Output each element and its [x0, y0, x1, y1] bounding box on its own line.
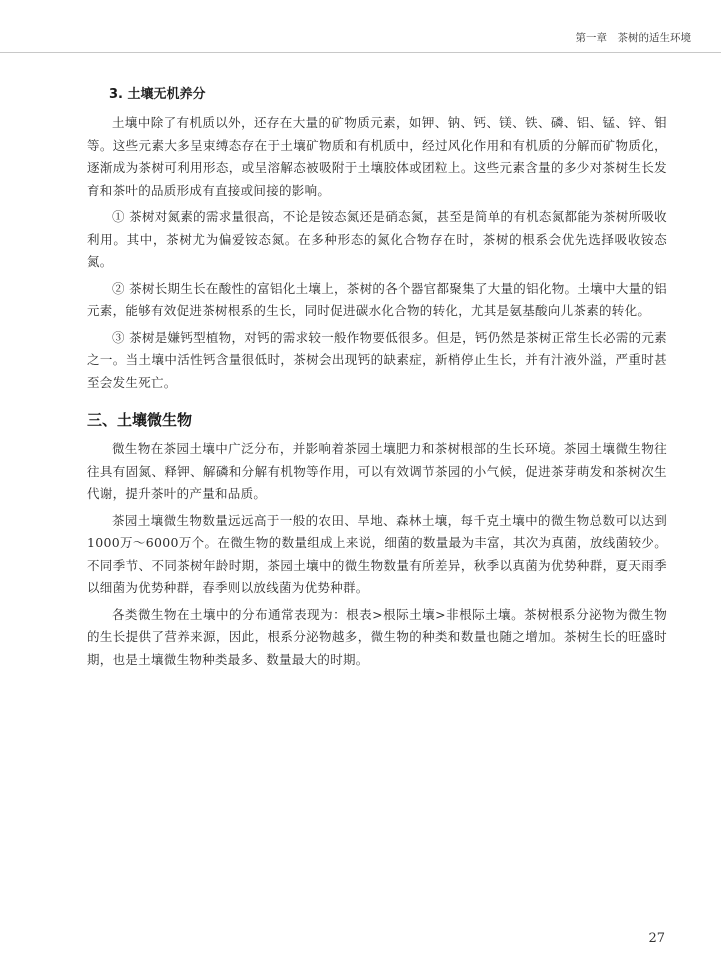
paragraph-nitrogen: ① 茶树对氮素的需求量很高，不论是铵态氮还是硝态氮，甚至是简单的有机态氮都能为茶树所吸收利用。其中，茶树尤为偏爱铵态氮。在多种形态的氮化合物存在时，茶树的根系会优先选择吸收铵态氮。 [87, 209, 667, 269]
subsection-heading-inorganic-nutrients: 3. 土壤无机养分 [109, 87, 206, 102]
paragraph-calcium: ③ 茶树是嫌钙型植物，对钙的需求较一般作物要低很多。但是，钙仍然是茶树正常生长必需的元素之一。当土壤中活性钙含量很低时，茶树会出现钙的缺素症，新梢停止生长，并有汁液外溢，严重时甚至会发生死亡。 [87, 329, 667, 390]
paragraph: 微生物在茶园土壤中广泛分布，并影响着茶园土壤肥力和茶树根部的生长环境。茶园土壤微生物往往具有固氮、释钾、解磷和分解有机物等作用，可以有效调节茶园的小气候，促进茶芽萌发和茶树次生代谢，提升茶叶的产量和品质。 [87, 441, 667, 501]
running-header: 第一章 茶树的适生环境 [575, 32, 691, 44]
page-body [87, 84, 667, 675]
header-rule [0, 52, 721, 53]
page-number: 27 [648, 931, 665, 946]
section-heading-soil-microbes: 三、土壤微生物 [87, 411, 193, 429]
paragraph: 茶园土壤微生物数量远远高于一般的农田、旱地、森林土壤，每千克土壤中的微生物总数可以达到1000万～6000万个。在微生物的数量组成上来说，细菌的数量最为丰富，其次为真菌，放线菌较少。不同季节、不同茶树年龄时期，茶园土壤中的微生物数量有所差异，秋季以真菌为优势种群，夏天雨季以细菌为优势种群，春季则以放线菌为优势种群。 [87, 512, 667, 595]
paragraph: 土壤中除了有机质以外，还存在大量的矿物质元素，如钾、钠、钙、镁、铁、磷、铝、锰、锌、钼等。这些元素大多呈束缚态存在于土壤矿物质和有机质中，经过风化作用和有机质的分解而矿物质化，逐渐成为茶树可利用形态，或呈溶解态被吸附于土壤胶体或团粒上。这些元素含量的多少对茶树生长发育和茶叶的品质形成有直接或间接的影响。 [87, 115, 667, 198]
paragraph: 各类微生物在土壤中的分布通常表现为：根表>根际土壤>非根际土壤。茶树根系分泌物为微生物的生长提供了营养来源，因此，根系分泌物越多，微生物的种类和数量也随之增加。茶树生长的旺盛时期，也是土壤微生物种类最多、数量最大的时期。 [87, 606, 667, 667]
paragraph-aluminum: ② 茶树长期生长在酸性的富铝化土壤上，茶树的各个器官都聚集了大量的铝化物。土壤中大量的铝元素，能够有效促进茶树根系的生长，同时促进碳水化合物的转化，尤其是氨基酸向儿茶素的转化。 [87, 280, 667, 318]
